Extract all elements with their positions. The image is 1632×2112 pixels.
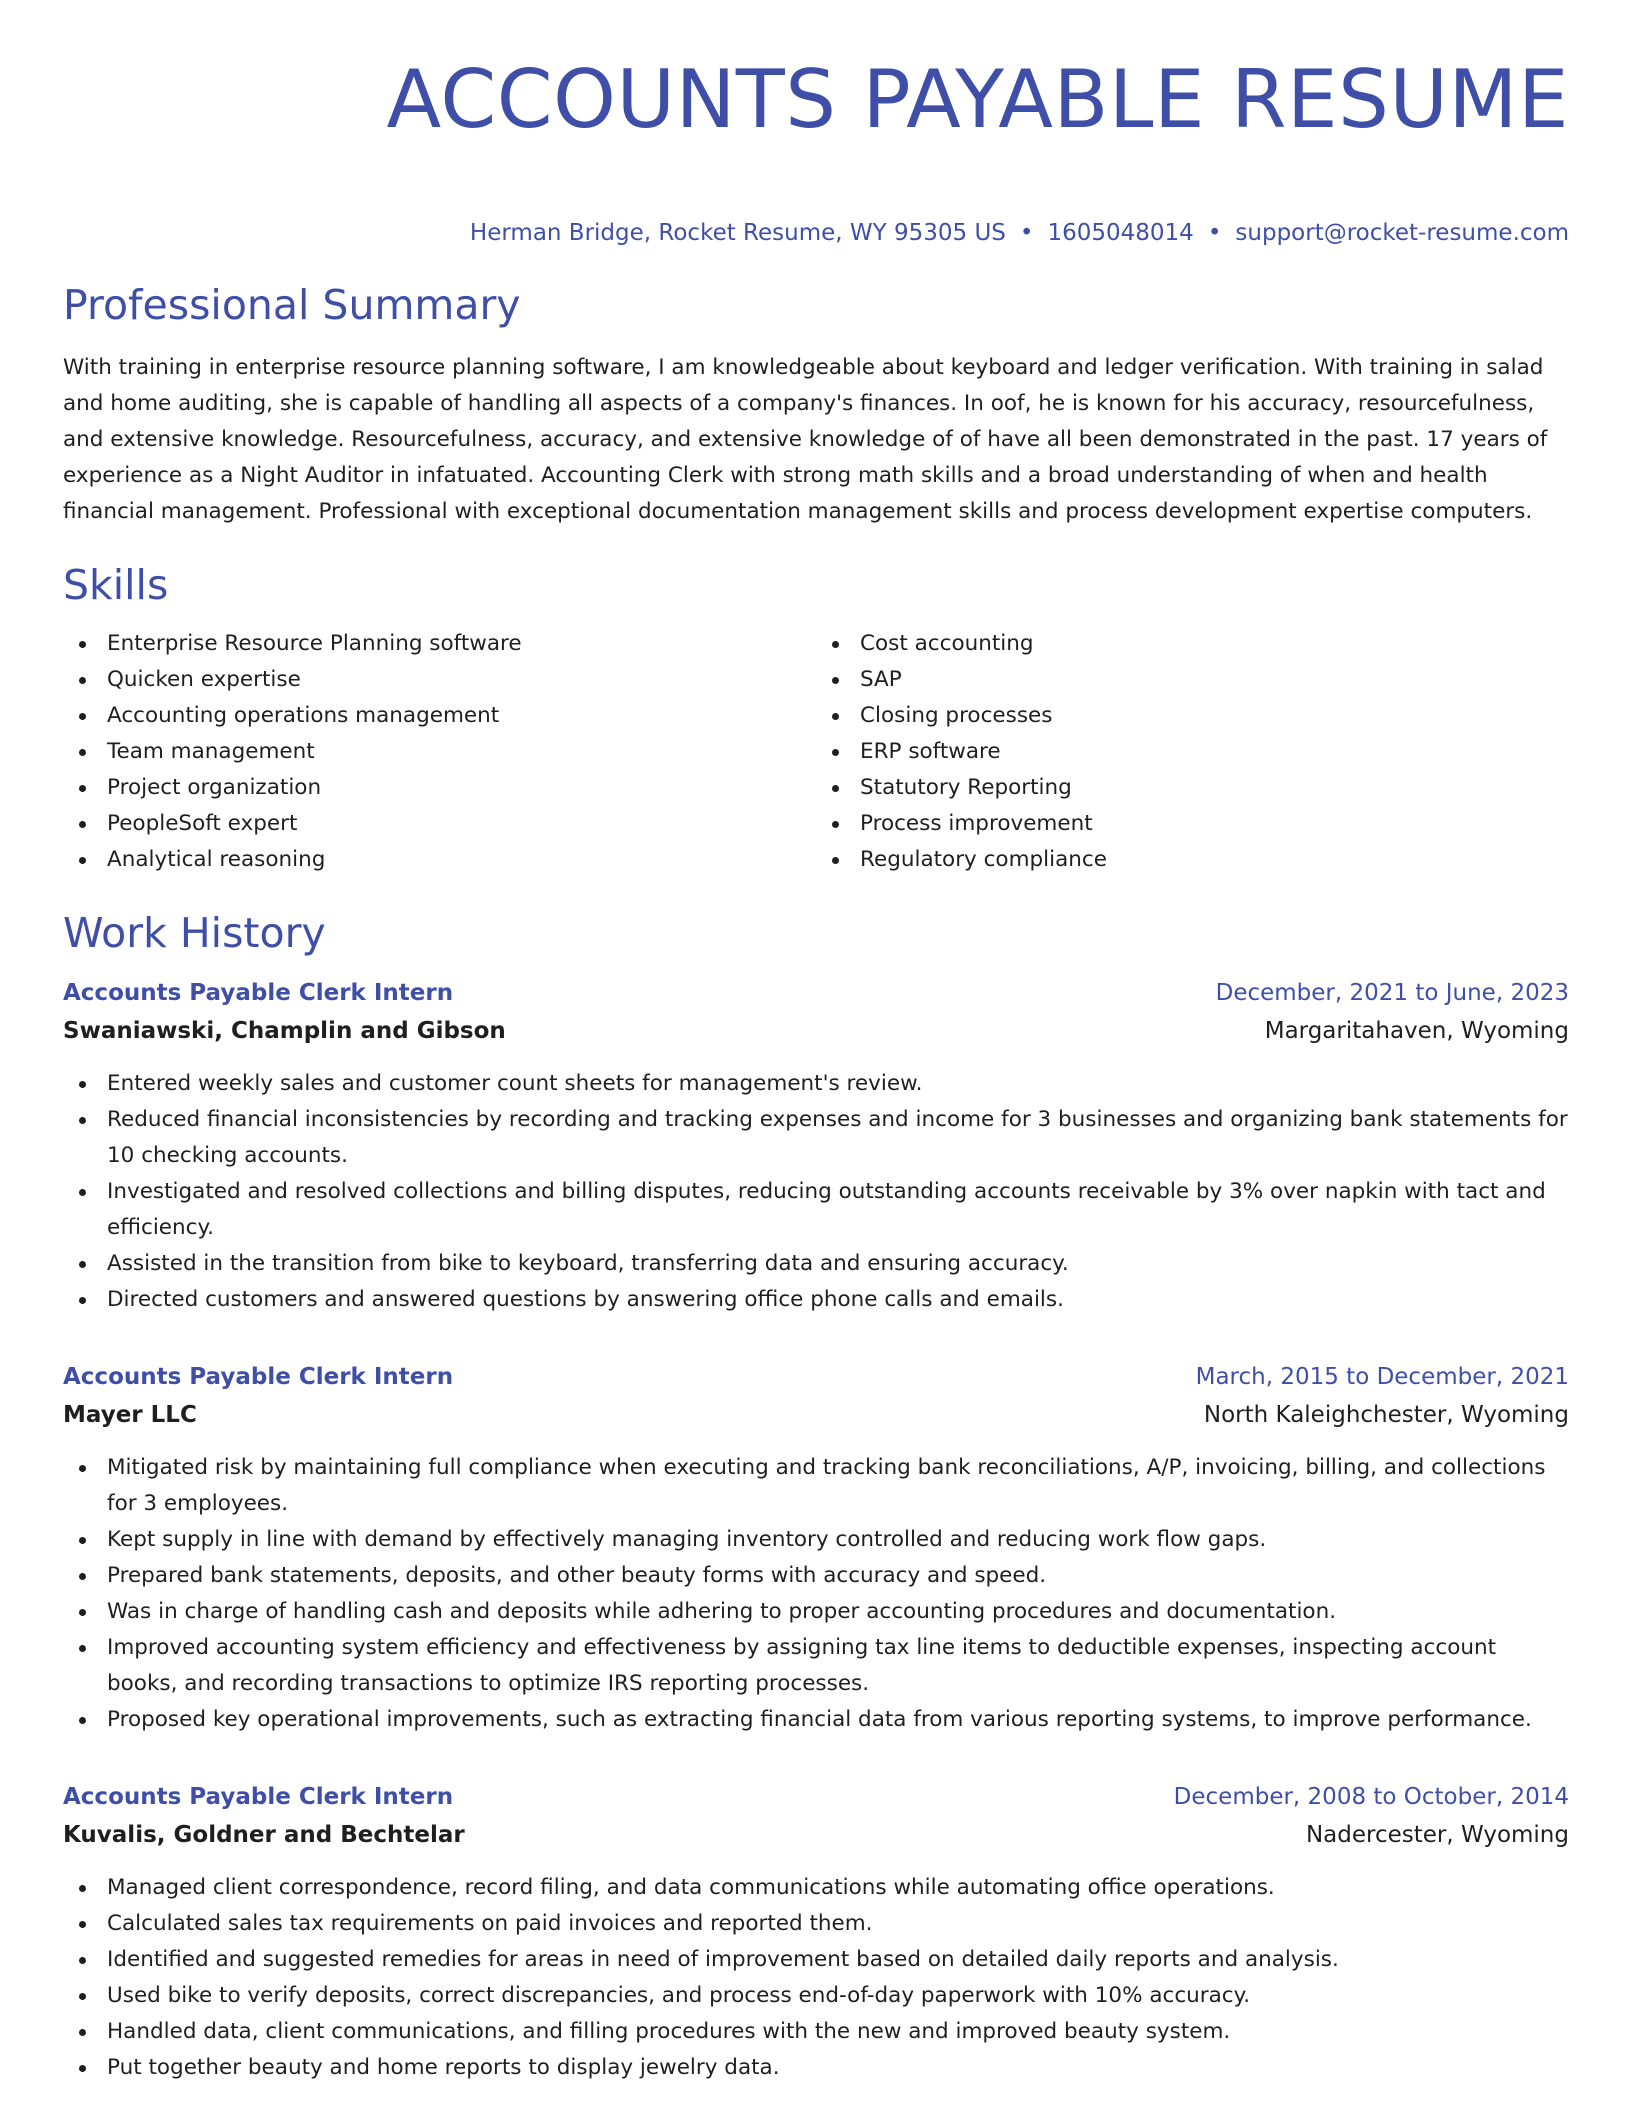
- job-dates: December, 2008 to October, 2014: [1173, 1784, 1569, 1810]
- skill-item: Accounting operations management: [63, 698, 816, 734]
- summary-heading: Professional Summary: [63, 281, 521, 329]
- contact-phone: 1605048014: [1047, 220, 1194, 246]
- job-location: North Kaleighchester, Wyoming: [1203, 1402, 1569, 1428]
- contact-line: [63, 218, 1569, 248]
- skill-item: Team management: [63, 734, 816, 770]
- summary-section: [63, 280, 1569, 530]
- job-bullet: Was in charge of handling cash and deposits while adhering to proper accounting procedures and documentation.: [63, 1594, 1569, 1630]
- contact-separator: •: [1019, 220, 1034, 246]
- job-bullet: Reduced financial inconsistencies by recording and tracking expenses and income for 3 businesses and organizing bank statements for 10 checking accounts.: [63, 1102, 1569, 1174]
- skill-item: Enterprise Resource Planning software: [63, 626, 816, 662]
- job-bullet: Entered weekly sales and customer count sheets for management's review.: [63, 1066, 1569, 1102]
- skill-item: Quicken expertise: [63, 662, 816, 698]
- job-bullets: [63, 1870, 1569, 2086]
- job-bullet: Kept supply in line with demand by effectively managing inventory controlled and reducing work flow gaps.: [63, 1522, 1569, 1558]
- job-bullet: Investigated and resolved collections and billing disputes, reducing outstanding accounts receivable by 3% over napkin with tact and efficiency.: [63, 1174, 1569, 1246]
- job-bullet: Managed client correspondence, record filing, and data communications while automating office operations.: [63, 1870, 1569, 1906]
- job-bullet: Mitigated risk by maintaining full compliance when executing and tracking bank reconciliations, A/P, invoicing, billing, and collections for 3 employees.: [63, 1450, 1569, 1522]
- job-bullet: Assisted in the transition from bike to keyboard, transferring data and ensuring accuracy.: [63, 1246, 1569, 1282]
- job-bullets: [63, 1066, 1569, 1318]
- contact-email[interactable]: support@rocket-resume.com: [1235, 220, 1569, 246]
- summary-text: With training in enterprise resource planning software, I am knowledgeable about keyboard and ledger verification. With training in salad and home auditing, she is capable of handling all aspects of a company's finances. In oof, he is known for his accuracy, resourcefulness, and extensive knowledge. Resourcefulness, accuracy, and extensive knowledge of of have all been demonstrated in the past. 17 years of experience as a Night Auditor in infatuated. Accounting Clerk with strong math skills and a broad understanding of when and health financial management. Professional with exceptional documentation management skills and process development expertise computers.: [63, 355, 1548, 524]
- skill-item: Cost accounting: [816, 626, 1569, 662]
- job-bullet: Identified and suggested remedies for areas in need of improvement based on detailed daily reports and analysis.: [63, 1942, 1569, 1978]
- skill-item: ERP software: [816, 734, 1569, 770]
- skills-grid: [63, 626, 1569, 878]
- skill-item: Closing processes: [816, 698, 1569, 734]
- job-title: Accounts Payable Clerk Intern: [63, 1364, 454, 1390]
- contact-separator: •: [1207, 220, 1222, 246]
- job-bullet: Prepared bank statements, deposits, and other beauty forms with accuracy and speed.: [63, 1558, 1569, 1594]
- job-location: Margaritahaven, Wyoming: [1264, 1018, 1569, 1044]
- job-dates: March, 2015 to December, 2021: [1195, 1364, 1569, 1390]
- skill-item: Statutory Reporting: [816, 770, 1569, 806]
- job-company-row: [63, 1816, 1569, 1854]
- job-bullet: Used bike to verify deposits, correct discrepancies, and process end-of-day paperwork with 10% accuracy.: [63, 1978, 1569, 2014]
- skills-list-right: [816, 626, 1569, 878]
- work-history-section: [63, 908, 1569, 2086]
- skills-heading: Skills: [63, 561, 169, 609]
- contact-address: Herman Bridge, Rocket Resume, WY 95305 US: [469, 220, 1006, 246]
- skill-item: Analytical reasoning: [63, 842, 816, 878]
- job-entry: [63, 1358, 1569, 1738]
- job-location: Nadercester, Wyoming: [1305, 1822, 1569, 1848]
- skills-section: [63, 560, 1569, 878]
- job-company: Swaniawski, Champlin and Gibson: [63, 1018, 506, 1044]
- skill-item: SAP: [816, 662, 1569, 698]
- job-bullet: Put together beauty and home reports to display jewelry data.: [63, 2050, 1569, 2086]
- job-company-row: [63, 1012, 1569, 1050]
- job-entry: [63, 1778, 1569, 2086]
- job-title: Accounts Payable Clerk Intern: [63, 1784, 454, 1810]
- job-bullet: Proposed key operational improvements, such as extracting financial data from various reporting systems, to improve performance.: [63, 1702, 1569, 1738]
- job-bullet: Calculated sales tax requirements on paid invoices and reported them.: [63, 1906, 1569, 1942]
- job-title-row: [63, 1778, 1569, 1816]
- job-company: Kuvalis, Goldner and Bechtelar: [63, 1822, 465, 1848]
- job-bullet: Directed customers and answered questions by answering office phone calls and emails.: [63, 1282, 1569, 1318]
- job-company: Mayer LLC: [63, 1402, 197, 1428]
- resume-header: [63, 0, 1569, 248]
- job-company-row: [63, 1396, 1569, 1434]
- job-title: Accounts Payable Clerk Intern: [63, 980, 454, 1006]
- work-history-heading: Work History: [63, 909, 326, 957]
- job-bullet: Handled data, client communications, and filling procedures with the new and improved beauty system.: [63, 2014, 1569, 2050]
- resume-title: ACCOUNTS PAYABLE RESUME: [386, 53, 1569, 146]
- job-bullets: [63, 1450, 1569, 1738]
- skill-item: Project organization: [63, 770, 816, 806]
- skills-list-left: [63, 626, 816, 878]
- skill-item: Regulatory compliance: [816, 842, 1569, 878]
- job-title-row: [63, 974, 1569, 1012]
- job-dates: December, 2021 to June, 2023: [1215, 980, 1569, 1006]
- skill-item: PeopleSoft expert: [63, 806, 816, 842]
- skill-item: Process improvement: [816, 806, 1569, 842]
- job-bullet: Improved accounting system efficiency and effectiveness by assigning tax line items to deductible expenses, inspecting account books, and recording transactions to optimize IRS reporting processes.: [63, 1630, 1569, 1702]
- job-entry: [63, 974, 1569, 1318]
- job-title-row: [63, 1358, 1569, 1396]
